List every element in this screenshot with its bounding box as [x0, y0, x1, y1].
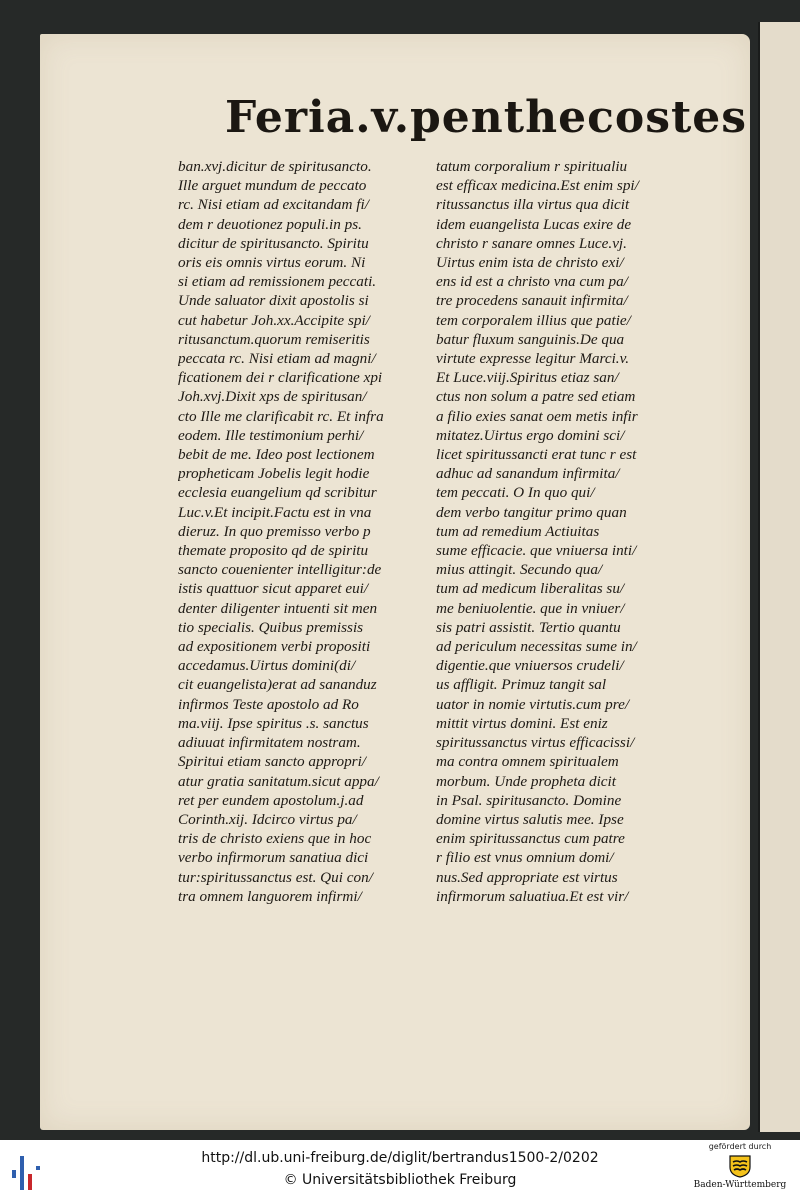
text-line: ret per eundem apostolum.j.ad — [178, 791, 364, 809]
text-line: enim spiritussanctus cum patre — [436, 830, 625, 848]
text-line: ad expositionem verbi propositi — [178, 638, 371, 656]
text-line: mius attingit. Secundo qua/ — [436, 561, 603, 579]
text-line: ma contra omnem spiritualem — [436, 753, 619, 771]
text-line: ad periculum necessitas sume in/ — [436, 638, 637, 656]
text-line: tur:spiritussanctus est. Qui con/ — [178, 868, 373, 886]
adjacent-page-edge — [758, 22, 800, 1132]
text-line: dieruz. In quo premisso verbo p — [178, 522, 371, 540]
text-line: tum ad medicum liberalitas su/ — [436, 580, 625, 598]
text-line: ritusanctum.quorum remiseritis — [178, 330, 370, 348]
text-line: sis patri assistit. Tertio quantu — [436, 618, 621, 636]
text-line: spiritussanctus virtus efficacissi/ — [436, 734, 635, 752]
text-line: nus.Sed appropriate est virtus — [436, 868, 618, 886]
text-line: dem verbo tangitur primo quan — [436, 503, 627, 521]
viewer-footer — [0, 1140, 800, 1200]
text-line: batur fluxum sanguinis.De qua — [436, 330, 625, 348]
text-line: eodem. Ille testimonium perhi/ — [178, 426, 364, 444]
text-line: ens id est a christo vna cum pa/ — [436, 273, 628, 291]
text-line: uator in nomie virtutis.cum pre/ — [436, 695, 630, 713]
document-url-link[interactable]: http://dl.ub.uni-freiburg.de/diglit/bertrandus1500-2/0202 — [201, 1150, 599, 1166]
text-line: cut habetur Joh.xx.Accipite spi/ — [178, 311, 370, 329]
text-line: propheticam Jobelis legit hodie — [178, 465, 370, 483]
text-line: dem r deuotionez populi.in ps. — [178, 215, 362, 233]
left-text-column — [178, 157, 428, 906]
baden-wuerttemberg-crest-icon — [729, 1154, 751, 1178]
ub-freiburg-logo-icon — [12, 1154, 48, 1190]
text-line: istis quattuor sicut apparet eui/ — [178, 580, 369, 598]
text-line: ecclesia euangelium qd scribitur — [178, 484, 377, 502]
text-line: ritussanctus illa virtus qua dicit — [436, 196, 630, 214]
text-line: r filio est vnus omnium domi/ — [436, 849, 614, 867]
text-line: infirmorum saluatiua.Et est vir/ — [436, 887, 629, 905]
text-line: Uirtus enim ista de christo exi/ — [436, 254, 624, 272]
text-line: digentie.que vniuersos crudeli/ — [436, 657, 624, 675]
text-line: tatum corporalium r spiritualiu — [436, 158, 628, 175]
text-line: oris eis omnis virtus eorum. Ni — [178, 254, 366, 272]
text-line: Unde saluator dixit apostolis si — [178, 292, 369, 310]
text-line: peccata rc. Nisi etiam ad magni/ — [178, 350, 376, 368]
text-line: infirmos Teste apostolo ad Ro — [178, 695, 359, 713]
text-line: tio specialis. Quibus premissis — [178, 618, 364, 636]
text-line: a filio exies sanat oem metis infir — [436, 407, 638, 425]
right-text-column — [436, 157, 680, 906]
text-line: est efficax medicina.Est enim spi/ — [436, 177, 639, 195]
text-line: idem euangelista Lucas exire de — [436, 215, 632, 233]
text-line: tem peccati. O In quo qui/ — [436, 484, 595, 502]
text-line: sancto couenienter intelligitur:de — [178, 561, 382, 579]
text-line: si etiam ad remissionem peccati. — [178, 273, 377, 291]
text-line: christo r sanare omnes Luce.vj. — [436, 234, 627, 252]
text-line: ban.xvj.dicitur de spiritusancto. — [178, 158, 372, 175]
text-line: tris de christo exiens que in hoc — [178, 830, 372, 848]
text-line: tum ad remedium Actiuitas — [436, 522, 600, 540]
text-line: ficationem dei r clarificatione xpi — [178, 369, 383, 387]
text-line: verbo infirmorum sanatiua dici — [178, 849, 369, 867]
text-line: Spiritui etiam sancto appropri/ — [178, 753, 367, 771]
funder-label: Baden-Württemberg — [693, 1180, 787, 1190]
text-line: rc. Nisi etiam ad excitandam fi/ — [178, 196, 369, 214]
text-line: Joh.xvj.Dixit xps de spiritusan/ — [178, 388, 367, 406]
text-line: sume efficacie. que vniuersa inti/ — [436, 542, 637, 560]
funded-by-label: gefördert durch — [708, 1142, 772, 1151]
text-line: adiuuat infirmitatem nostram. — [178, 734, 361, 752]
page-title: Feria.v.penthecostes — [225, 92, 748, 143]
text-line: accedamus.Uirtus domini(di/ — [178, 657, 356, 675]
text-line: domine virtus salutis mee. Ipse — [436, 810, 624, 828]
text-line: denter diligenter intuenti sit men — [178, 599, 378, 617]
text-line: ma.viij. Ipse spiritus .s. sanctus — [178, 714, 369, 732]
text-line: atur gratia sanitatum.sicut appa/ — [178, 772, 379, 790]
text-line: licet spiritussancti erat tunc r est — [436, 446, 637, 464]
text-line: tre procedens sanauit infirmita/ — [436, 292, 628, 310]
text-line: Et Luce.viij.Spiritus etiaz san/ — [436, 369, 619, 387]
text-line: mitatez.Uirtus ergo domini sci/ — [436, 426, 625, 444]
text-line: us affligit. Primuz tangit sal — [436, 676, 607, 694]
text-line: Luc.v.Et incipit.Factu est in vna — [178, 503, 372, 521]
text-line: Corinth.xij. Idcirco virtus pa/ — [178, 810, 357, 828]
copyright-text: © Universitätsbibliothek Freiburg — [283, 1172, 517, 1188]
text-line: adhuc ad sanandum infirmita/ — [436, 465, 620, 483]
text-line: virtute expresse legitur Marci.v. — [436, 350, 630, 368]
text-line: tem corporalem illius que patie/ — [436, 311, 631, 329]
text-line: mittit virtus domini. Est eniz — [436, 714, 608, 732]
text-line: dicitur de spiritusancto. Spiritu — [178, 234, 369, 252]
text-line: themate proposito qd de spiritu — [178, 542, 369, 560]
text-line: cit euangelista)erat ad sananduz — [178, 676, 377, 694]
text-line: tra omnem languorem infirmi/ — [178, 887, 362, 905]
text-line: ctus non solum a patre sed etiam — [436, 388, 636, 406]
text-line: bebit de me. Ideo post lectionem — [178, 446, 375, 464]
text-line: morbum. Unde propheta dicit — [436, 772, 616, 790]
text-line: cto Ille me clarificabit rc. Et infra — [178, 407, 384, 425]
funding-badge — [690, 1142, 790, 1190]
text-line: in Psal. spiritusancto. Domine — [436, 791, 622, 809]
text-line: me beniuolentie. que in vniuer/ — [436, 599, 625, 617]
text-line: Ille arguet mundum de peccato — [178, 177, 367, 195]
